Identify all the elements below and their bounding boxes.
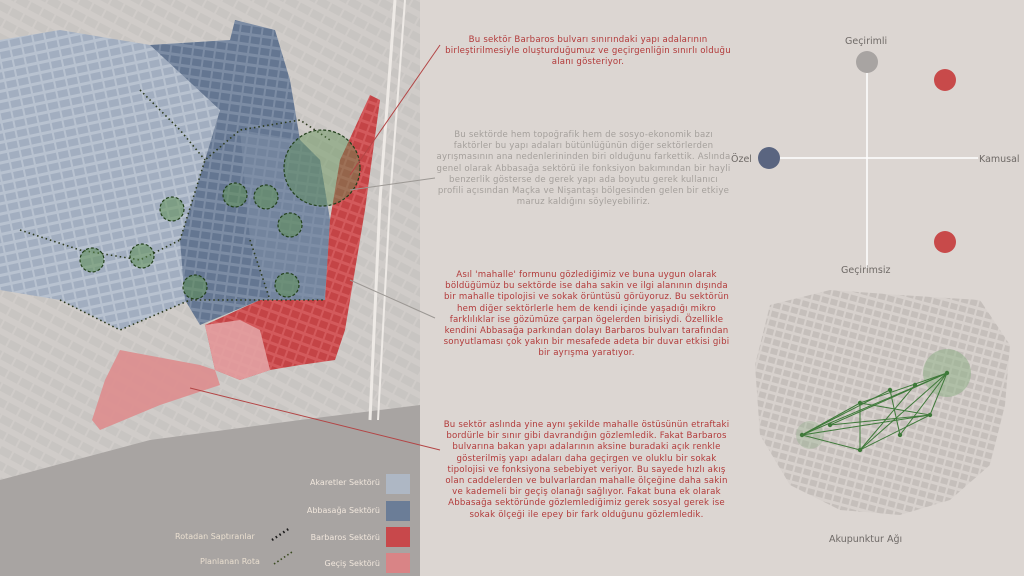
route-label-diverters: Rotadan Saptıranlar xyxy=(175,532,255,541)
acupuncture-network-map xyxy=(750,285,1024,525)
permeability-quadrant xyxy=(740,40,1024,290)
legend-swatch-barbaros xyxy=(386,527,410,547)
quadrant-label-right: Kamusal xyxy=(979,154,1020,165)
route-symbol-planned xyxy=(272,550,294,566)
paragraph-gecis: Bu sektör aslında yine aynı şekilde mahalle östüsünün etraftaki bordürle bir sınır gibi davrandığın gözlemledik. Fakat Barbaros bulvarına bakan yapı adalarının aksine buradaki açık renkle gösterilmiş yapı adaları daha geçirgen ve oluklu bir sokak tipolojisi ve fonksiyona sebebiyet veriyor. Bu sayede hızlı akış olan caddelerden ve bulvarlardan mahalle ölçeğine daha sakin ve kademeli bir geçiş olanağı sağlıyor. Fakat buna ek olarak Abbasağa sektöründe gözlemlediğimiz gerek sosyal gerek ise sokak ölçeği ile epey bir fark olduğunu gözlemledik. xyxy=(443,420,730,520)
legend-label-gecis: Geçiş Sektörü xyxy=(324,559,380,568)
legend-swatch-akaretler xyxy=(386,474,410,494)
legend-swatch-abbasaga xyxy=(386,501,410,521)
paragraph-barbaros: Bu sektör Barbaros bulvarı sınırındaki yapı adalarının birleştirilmesiyle oluşturduğumuz ve geçirgenliğin sınırlı olduğu alanı gösteriyor. xyxy=(445,35,731,68)
quadrant-point-grey xyxy=(856,51,878,73)
route-symbol-diverters xyxy=(270,526,292,542)
paragraph-akaretler: Bu sektörde hem topoğrafik hem de sosyo-ekonomik bazı faktörler bu yapı adaları bütünlüğünün diğer sektörlerden ayrışmasının ana nedenlerininden biri olduğunu farkettik. Aslında genel olarak Abbasağa sektörü ile fonksiyon bakımından bir hayli benzerlik gösterse de gerek yapı ada boyutu gerek kullanıcı profili açısından Maçka ve Nişantaşı bölgesinden gelen bir etkiye maruz kaldığını söyleyebiliriz. xyxy=(436,130,731,208)
quadrant-label-bottom: Geçirimsiz xyxy=(841,265,891,276)
quadrant-point-red-top xyxy=(934,69,956,91)
legend-label-barbaros: Barbaros Sektörü xyxy=(310,533,380,542)
legend-swatch-gecis xyxy=(386,553,410,573)
network-caption: Akupunktur Ağı xyxy=(829,534,903,545)
legend-label-abbasaga: Abbasağa Sektörü xyxy=(306,506,380,515)
quadrant-label-left: Özel xyxy=(731,154,752,165)
quadrant-label-top: Geçirimli xyxy=(845,36,888,47)
paragraph-abbasaga: Asıl 'mahalle' formunu gözlediğimiz ve buna uygun olarak böldüğümüz bu sektörde ise daha sakin ve ilgi alanının dışında bir mahalle tipolojisi ve sokak örüntüsü görüyoruz. Bu sektörün hem diğer sektörlerle hem de kendi içinde yaşadığı mikro farklılıklar ise gözümüze çarpan ögelerden birisiydi. Özellikle kendini Abbasağa parkından dolayı Barbaros bulvarı tarafından sonyutlaması çok yakın bir mesafede adeta bir duvar etkisi gibi bir ayrışma yaratıyor. xyxy=(443,270,730,359)
route-label-planned: Planlanan Rota xyxy=(200,557,260,566)
legend-label-akaretler: Akaretler Sektörü xyxy=(309,478,380,487)
quadrant-point-navy xyxy=(758,147,780,169)
quadrant-point-red-bottom xyxy=(934,231,956,253)
